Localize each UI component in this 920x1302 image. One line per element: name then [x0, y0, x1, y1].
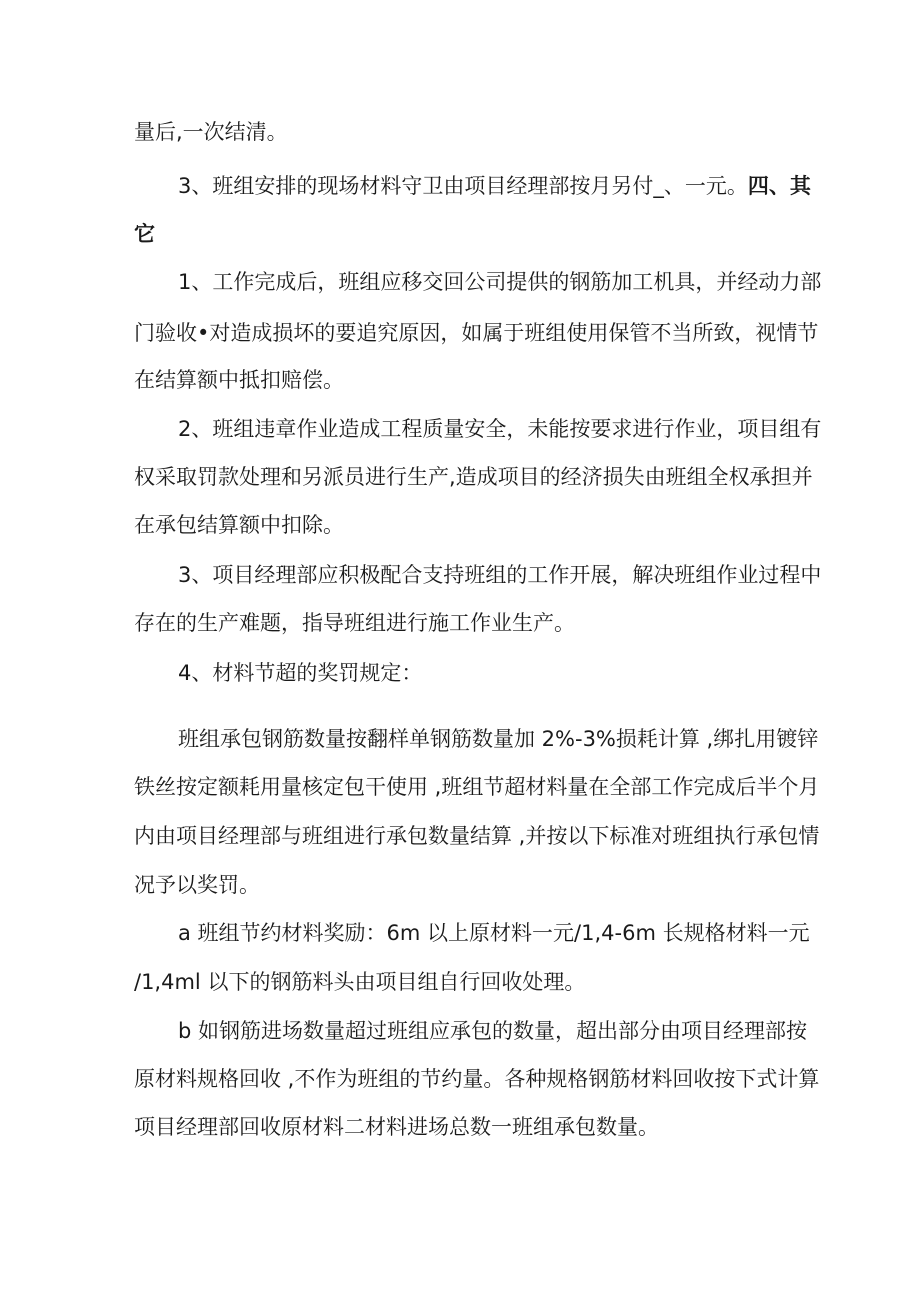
paragraph-line	[178, 561, 822, 589]
line-text: 量后,一次结清。	[134, 120, 288, 144]
line-text: 3、项目经理部应积极配合支持班组的工作开展，解决班组作业过程中	[178, 563, 822, 587]
line-text: 在承包结算额中扣除。	[134, 513, 344, 537]
paragraph-line	[178, 172, 811, 200]
line-text: 2、班组违章作业造成工程质量安全，未能按要求进行作业，项目组有	[178, 417, 822, 441]
paragraph-line	[134, 1113, 794, 1141]
paragraph-line	[134, 319, 819, 347]
line-text: 4、材料节超的奖罚规定：	[178, 661, 423, 685]
line-text: 项目经理部回收原材料二材料进场总数一班组承包数量。	[134, 1115, 659, 1139]
line-text: 铁丝按定额耗用量核定包干使用 ,班组节超材料量在全部工作完成后半个月	[134, 775, 820, 799]
paragraph-line	[134, 366, 794, 394]
line-text: 况予以奖罚。	[134, 873, 260, 897]
paragraph-line	[134, 871, 794, 899]
paragraph-line	[134, 609, 794, 637]
line-text: 它	[134, 222, 155, 246]
line-text: /1,4ml 以下的钢筋料头由项目组自行回收处理。	[134, 970, 586, 994]
line-text: 存在的生产难题，指导班组进行施工作业生产。	[134, 611, 575, 635]
paragraph-line	[178, 919, 810, 947]
section-heading-four: 四、其	[747, 174, 811, 198]
paragraph-line	[134, 511, 794, 539]
paragraph-line	[134, 968, 794, 996]
line-text: 原材料规格回收 ,不作为班组的节约量。各种规格钢筋材料回收按下式计算	[134, 1067, 820, 1091]
line-text: 1、工作完成后，班组应移交回公司提供的钢筋加工机具，并经动力部	[178, 270, 822, 294]
line-text: b 如钢筋进场数量超过班组应承包的数量，超出部分由项目经理部按	[178, 1019, 808, 1043]
paragraph-line	[178, 268, 822, 296]
line-text: 权采取罚款处理和另派员进行生产,造成项目的经济损失由班组全权承担并	[134, 465, 813, 489]
line-text: 在结算额中抵扣赔偿。	[134, 368, 344, 392]
paragraph-line	[134, 463, 813, 491]
line-text: 内由项目经理部与班组进行承包数量结算 ,并按以下标准对班组执行承包情	[134, 824, 820, 848]
line-text: 门验收•对造成损坏的要追究原因，如属于班组使用保管不当所致，视情节	[134, 321, 819, 345]
paragraph-line	[178, 415, 822, 443]
line-text: a 班组节约材料奖励：6m 以上原材料一元/1,4-6m 长规格材料一元	[178, 921, 810, 945]
paragraph-line	[178, 1017, 808, 1045]
paragraph-line	[134, 118, 794, 146]
line-text: 3、班组安排的现场材料守卫由项目经理部按月另付_、一元。	[178, 174, 748, 198]
paragraph-line	[134, 773, 820, 801]
line-text: 班组承包钢筋数量按翻样单钢筋数量加 2%-3%损耗计算 ,绑扎用镀锌	[178, 727, 819, 751]
paragraph-line	[134, 1065, 820, 1093]
section-heading-continuation	[134, 220, 794, 248]
paragraph-line	[134, 822, 820, 850]
paragraph-line	[178, 725, 819, 753]
paragraph-line	[178, 659, 794, 687]
